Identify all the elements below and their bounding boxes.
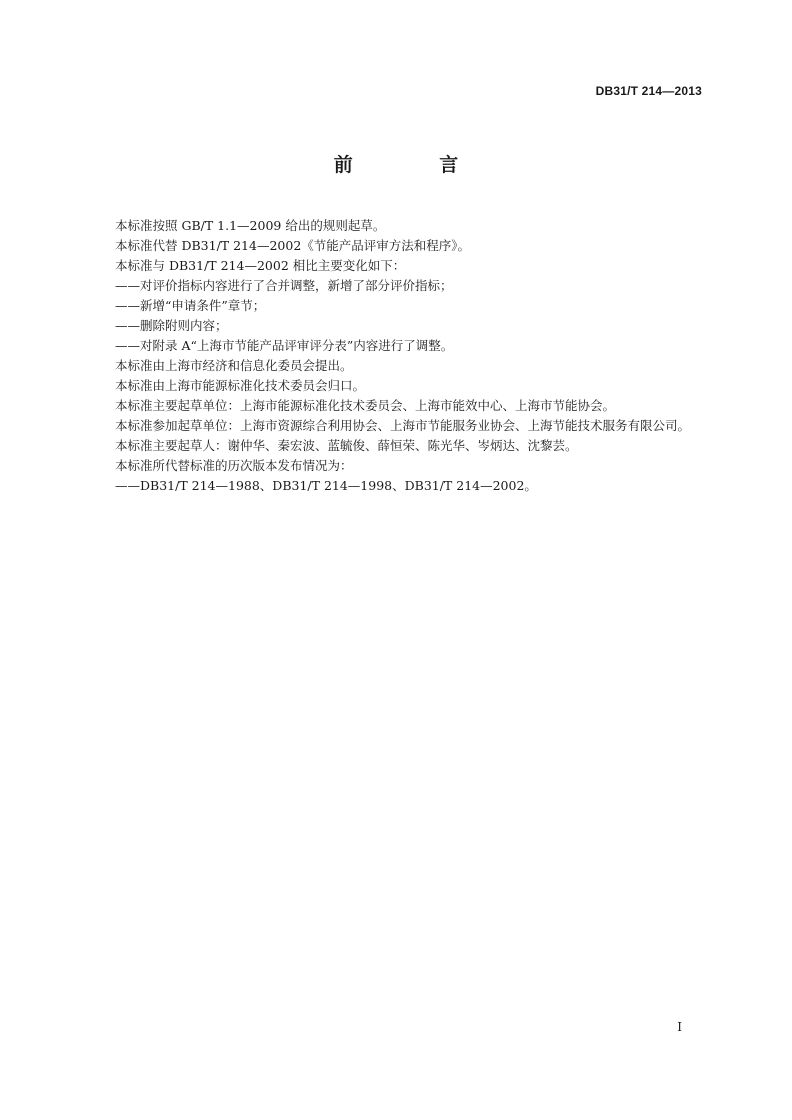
list-item: ——对评价指标内容进行了合并调整，新增了部分评价指标； <box>115 278 453 293</box>
paragraph: 本标准代替 DB31/T 214—2002《节能产品评审方法和程序》。 <box>115 238 471 253</box>
list-item: ——DB31/T 214—1988、DB31/T 214—1998、DB31/T 214—2002。 <box>115 478 537 493</box>
paragraph: 本标准主要起草人：谢仲华、秦宏波、蓝毓俊、薛恒荣、陈光华、岑炳达、沈黎芸。 <box>115 438 578 453</box>
paragraph: 本标准由上海市能源标准化技术委员会归口。 <box>115 378 366 393</box>
paragraph: 本标准按照 GB/T 1.1—2009 给出的规则起草。 <box>115 218 386 233</box>
paragraph: 本标准参加起草单位：上海市资源综合利用协会、上海市节能服务业协会、上海节能技术服务有限公司。 <box>115 418 691 433</box>
document-code: DB31/T 214—2013 <box>595 84 702 98</box>
paragraph: 本标准与 DB31/T 214—2002 相比主要变化如下： <box>115 258 406 273</box>
foreword-body <box>90 216 702 496</box>
paragraph: 本标准主要起草单位：上海市能源标准化技术委员会、上海市能效中心、上海市节能协会。 <box>115 398 616 413</box>
page-title: 前 言 <box>333 154 499 176</box>
list-item: ——删除附则内容； <box>115 318 228 333</box>
paragraph: 本标准所代替标准的历次版本发布情况为： <box>115 458 353 473</box>
paragraph: 本标准由上海市经济和信息化委员会提出。 <box>115 358 353 373</box>
page-number: I <box>677 1020 682 1034</box>
list-item: ——新增“申请条件”章节； <box>115 298 266 313</box>
list-item: ——对附录 A“上海市节能产品评审评分表”内容进行了调整。 <box>115 338 454 353</box>
